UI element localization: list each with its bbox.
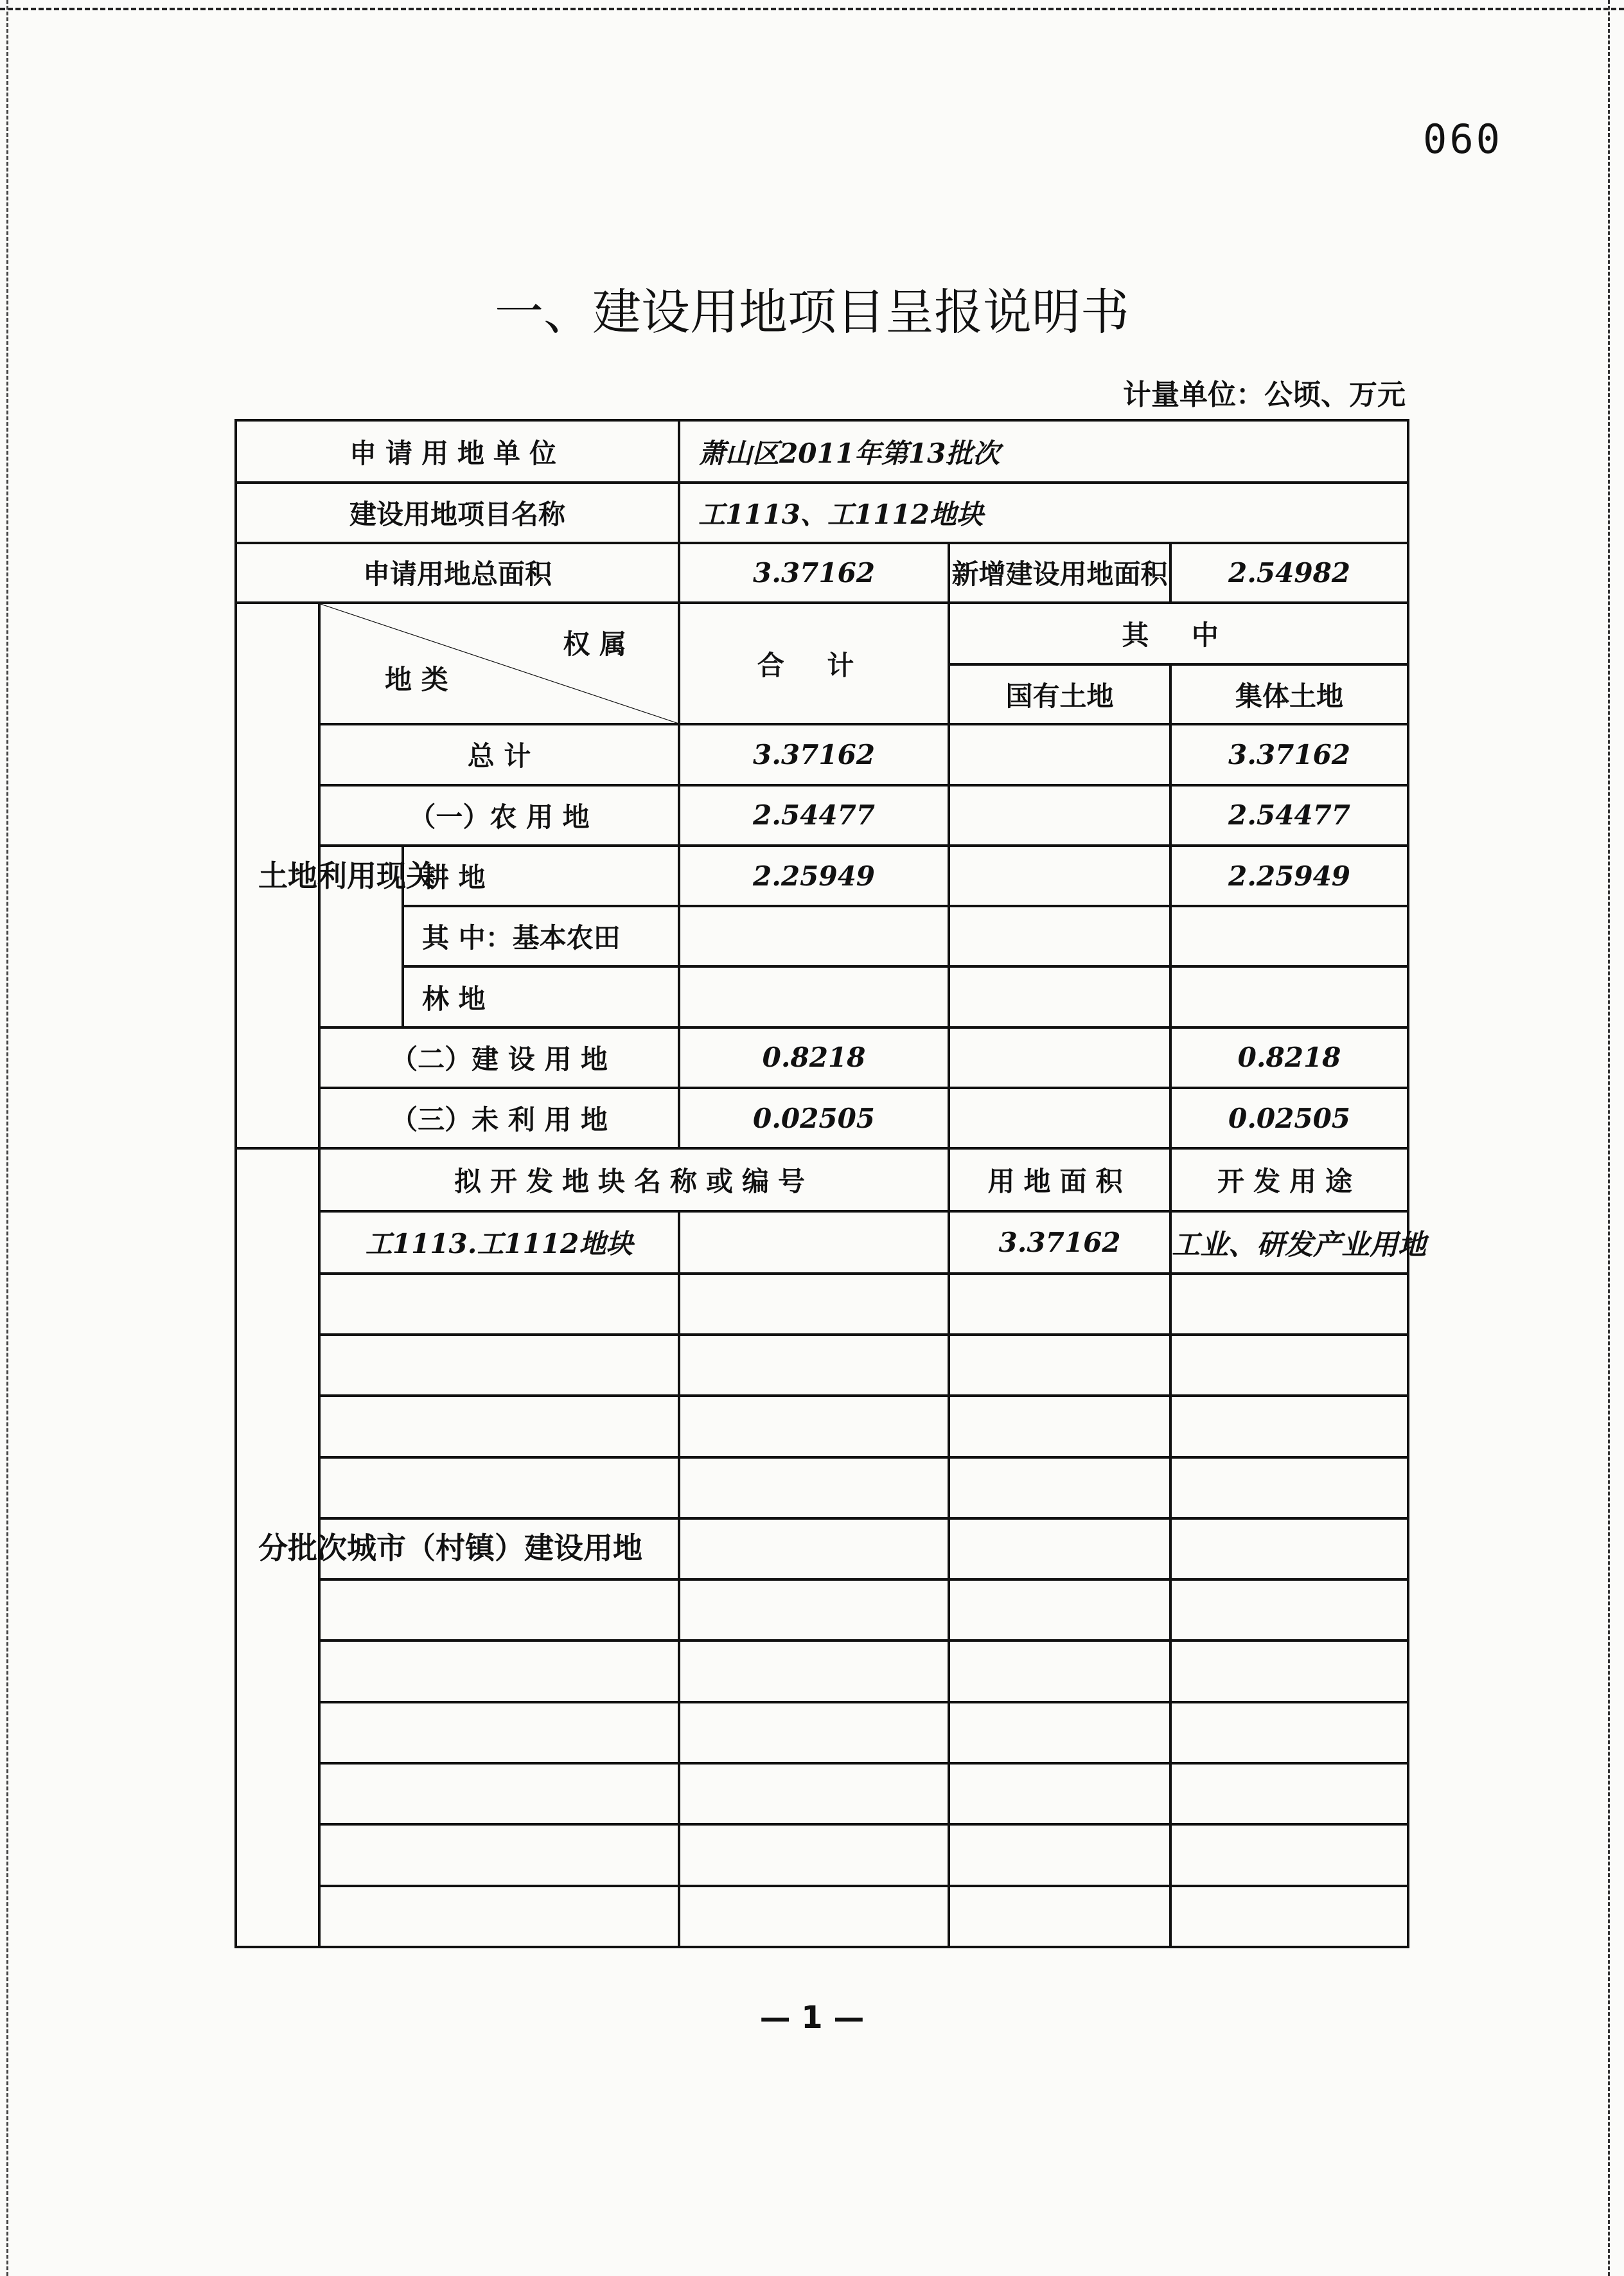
batch-empty-cell xyxy=(949,1702,1170,1763)
diagonal-header-cell xyxy=(319,603,679,725)
landuse-row-state-value xyxy=(949,966,1170,1027)
batch-empty-cell xyxy=(319,1886,679,1947)
col-use-header: 开发用途 xyxy=(1170,1148,1408,1211)
landuse-row-label: （二）建 设 用 地 xyxy=(319,1027,679,1088)
landuse-row-collective-value: 2.25949 xyxy=(1170,846,1408,906)
row-applicant xyxy=(236,420,1408,483)
row-landuse-header-1 xyxy=(236,603,1408,664)
batch-empty-cell xyxy=(319,1274,679,1335)
batch-empty-row xyxy=(236,1396,1408,1457)
landuse-row-state-value xyxy=(949,906,1170,966)
landuse-row-collective-value: 0.02505 xyxy=(1170,1088,1408,1148)
batch-empty-row xyxy=(236,1579,1408,1640)
landuse-row-total-value xyxy=(679,906,949,966)
landuse-row-collective-value xyxy=(1170,906,1408,966)
landuse-row-total xyxy=(236,724,1408,785)
batch-empty-row xyxy=(236,1274,1408,1335)
total-area-value: 3.37162 xyxy=(679,543,949,603)
batch-empty-cell xyxy=(679,1457,949,1518)
landuse-row-label: （一）农 用 地 xyxy=(319,785,679,846)
landuse-row-label: 林 地 xyxy=(403,966,679,1027)
landuse-row-collective-value: 0.8218 xyxy=(1170,1027,1408,1088)
batch-empty-cell xyxy=(949,1335,1170,1396)
batch-empty-cell xyxy=(319,1824,679,1885)
batch-empty-cell xyxy=(1170,1457,1408,1518)
landuse-row-total-value xyxy=(679,966,949,1027)
new-area-label: 新增建设用地面积 xyxy=(949,543,1170,603)
batch-empty-cell xyxy=(1170,1579,1408,1640)
batch-empty-cell xyxy=(679,1702,949,1763)
batch-use-value: 工业、研发产业用地 xyxy=(1170,1211,1408,1274)
col-collective-header: 集体土地 xyxy=(1170,664,1408,724)
col-total-header: 合 计 xyxy=(679,603,949,725)
batch-empty-cell xyxy=(949,1763,1170,1824)
landuse-row-unused xyxy=(236,1088,1408,1148)
project-value: 工1113、工1112地块 xyxy=(679,483,1408,542)
landuse-row-collective-value: 2.54477 xyxy=(1170,785,1408,846)
diagonal-line xyxy=(321,604,678,724)
landuse-row-collective-value: 3.37162 xyxy=(1170,724,1408,785)
batch-empty-row xyxy=(236,1640,1408,1702)
batch-empty-cell xyxy=(679,1763,949,1824)
batch-empty-row xyxy=(236,1824,1408,1885)
scan-edge-top xyxy=(0,8,1624,10)
landuse-section-text: 土地利用现关 xyxy=(258,858,436,893)
landuse-row-state-value xyxy=(949,1088,1170,1148)
landuse-row-label: 其 中：基本农田 xyxy=(403,906,679,966)
batch-empty-cell xyxy=(1170,1335,1408,1396)
batch-empty-cell xyxy=(949,1579,1170,1640)
diag-landtype-label: 地 类 xyxy=(385,664,448,696)
batch-row xyxy=(236,1211,1408,1274)
batch-empty-cell xyxy=(1170,1640,1408,1702)
batch-empty-cell xyxy=(949,1518,1170,1579)
batch-empty-cell xyxy=(1170,1763,1408,1824)
col-plot-header: 拟开发地块名称或编号 xyxy=(319,1148,949,1211)
batch-empty-cell xyxy=(319,1702,679,1763)
batch-area-value: 3.37162 xyxy=(949,1211,1170,1274)
report-table xyxy=(234,419,1427,1948)
batch-empty-row xyxy=(236,1457,1408,1518)
batch-section-text: 分批次城市（村镇）建设用地 xyxy=(258,1530,642,1565)
batch-empty-cell xyxy=(1170,1396,1408,1457)
landuse-row-construction xyxy=(236,1027,1408,1088)
landuse-row-total-value: 2.54477 xyxy=(679,785,949,846)
applicant-label: 申请用地单位 xyxy=(236,420,679,483)
page-stamp-number: 060 xyxy=(1423,116,1503,163)
batch-empty-cell xyxy=(319,1640,679,1702)
batch-empty-row xyxy=(236,1763,1408,1824)
batch-empty-cell xyxy=(679,1579,949,1640)
batch-header-row xyxy=(236,1148,1408,1211)
landuse-row-state-value xyxy=(949,785,1170,846)
landuse-row-label: 耕 地 xyxy=(403,846,679,906)
batch-empty-cell xyxy=(319,1457,679,1518)
batch-empty-cell xyxy=(679,1640,949,1702)
applicant-value: 萧山区2011年第13批次 xyxy=(679,420,1408,483)
page-footer-number: — 1 — xyxy=(759,2000,865,2036)
batch-empty-cell xyxy=(1170,1274,1408,1335)
batch-empty-cell xyxy=(319,1763,679,1824)
landuse-row-total-value: 2.25949 xyxy=(679,846,949,906)
row-area xyxy=(236,543,1408,603)
batch-empty-cell xyxy=(319,1335,679,1396)
landuse-row-label: （三）未 利 用 地 xyxy=(319,1088,679,1148)
col-area-header: 用地面积 xyxy=(949,1148,1170,1211)
batch-empty-row xyxy=(236,1335,1408,1396)
document-title: 一、建设用地项目呈报说明书 xyxy=(495,283,1129,341)
measurement-unit: 计量单位：公顷、万元 xyxy=(1123,378,1406,411)
batch-empty-cell xyxy=(949,1886,1170,1947)
landuse-row-forest xyxy=(236,966,1408,1027)
batch-empty-cell xyxy=(319,1579,679,1640)
landuse-row-collective-value xyxy=(1170,966,1408,1027)
landuse-row-state-value xyxy=(949,846,1170,906)
batch-empty-cell xyxy=(319,1396,679,1457)
batch-empty-cell xyxy=(679,1396,949,1457)
batch-empty-cell xyxy=(949,1396,1170,1457)
batch-empty-cell xyxy=(679,1274,949,1335)
batch-empty-cell xyxy=(1170,1886,1408,1947)
landuse-row-state-value xyxy=(949,1027,1170,1088)
batch-empty-cell xyxy=(949,1457,1170,1518)
landuse-row-total-value: 3.37162 xyxy=(679,724,949,785)
batch-empty-cell xyxy=(949,1824,1170,1885)
project-label: 建设用地项目名称 xyxy=(236,483,679,542)
total-area-label: 申请用地总面积 xyxy=(236,543,679,603)
landuse-row-state-value xyxy=(949,724,1170,785)
batch-empty-row xyxy=(236,1886,1408,1947)
batch-empty-cell xyxy=(949,1640,1170,1702)
batch-empty-cell xyxy=(1170,1824,1408,1885)
landuse-row-label: 总 计 xyxy=(319,724,679,785)
diag-ownership-label: 权 属 xyxy=(563,628,627,660)
batch-plot-value: 工1113.工1112地块 xyxy=(319,1211,679,1274)
col-state-header: 国有土地 xyxy=(949,664,1170,724)
col-of-which-header: 其 中 xyxy=(949,603,1408,664)
batch-empty-cell xyxy=(1170,1702,1408,1763)
batch-empty-cell xyxy=(1170,1518,1408,1579)
new-area-value: 2.54982 xyxy=(1170,543,1408,603)
row-project xyxy=(236,483,1408,542)
batch-empty-cell xyxy=(679,1211,949,1274)
batch-empty-row xyxy=(236,1702,1408,1763)
batch-empty-cell xyxy=(679,1886,949,1947)
batch-empty-cell xyxy=(679,1518,949,1579)
batch-empty-cell xyxy=(679,1824,949,1885)
landuse-row-total-value: 0.8218 xyxy=(679,1027,949,1088)
landuse-row-basic-farmland xyxy=(236,906,1408,966)
batch-empty-cell xyxy=(679,1335,949,1396)
landuse-row-total-value: 0.02505 xyxy=(679,1088,949,1148)
batch-empty-cell xyxy=(949,1274,1170,1335)
landuse-row-agricultural xyxy=(236,785,1408,846)
